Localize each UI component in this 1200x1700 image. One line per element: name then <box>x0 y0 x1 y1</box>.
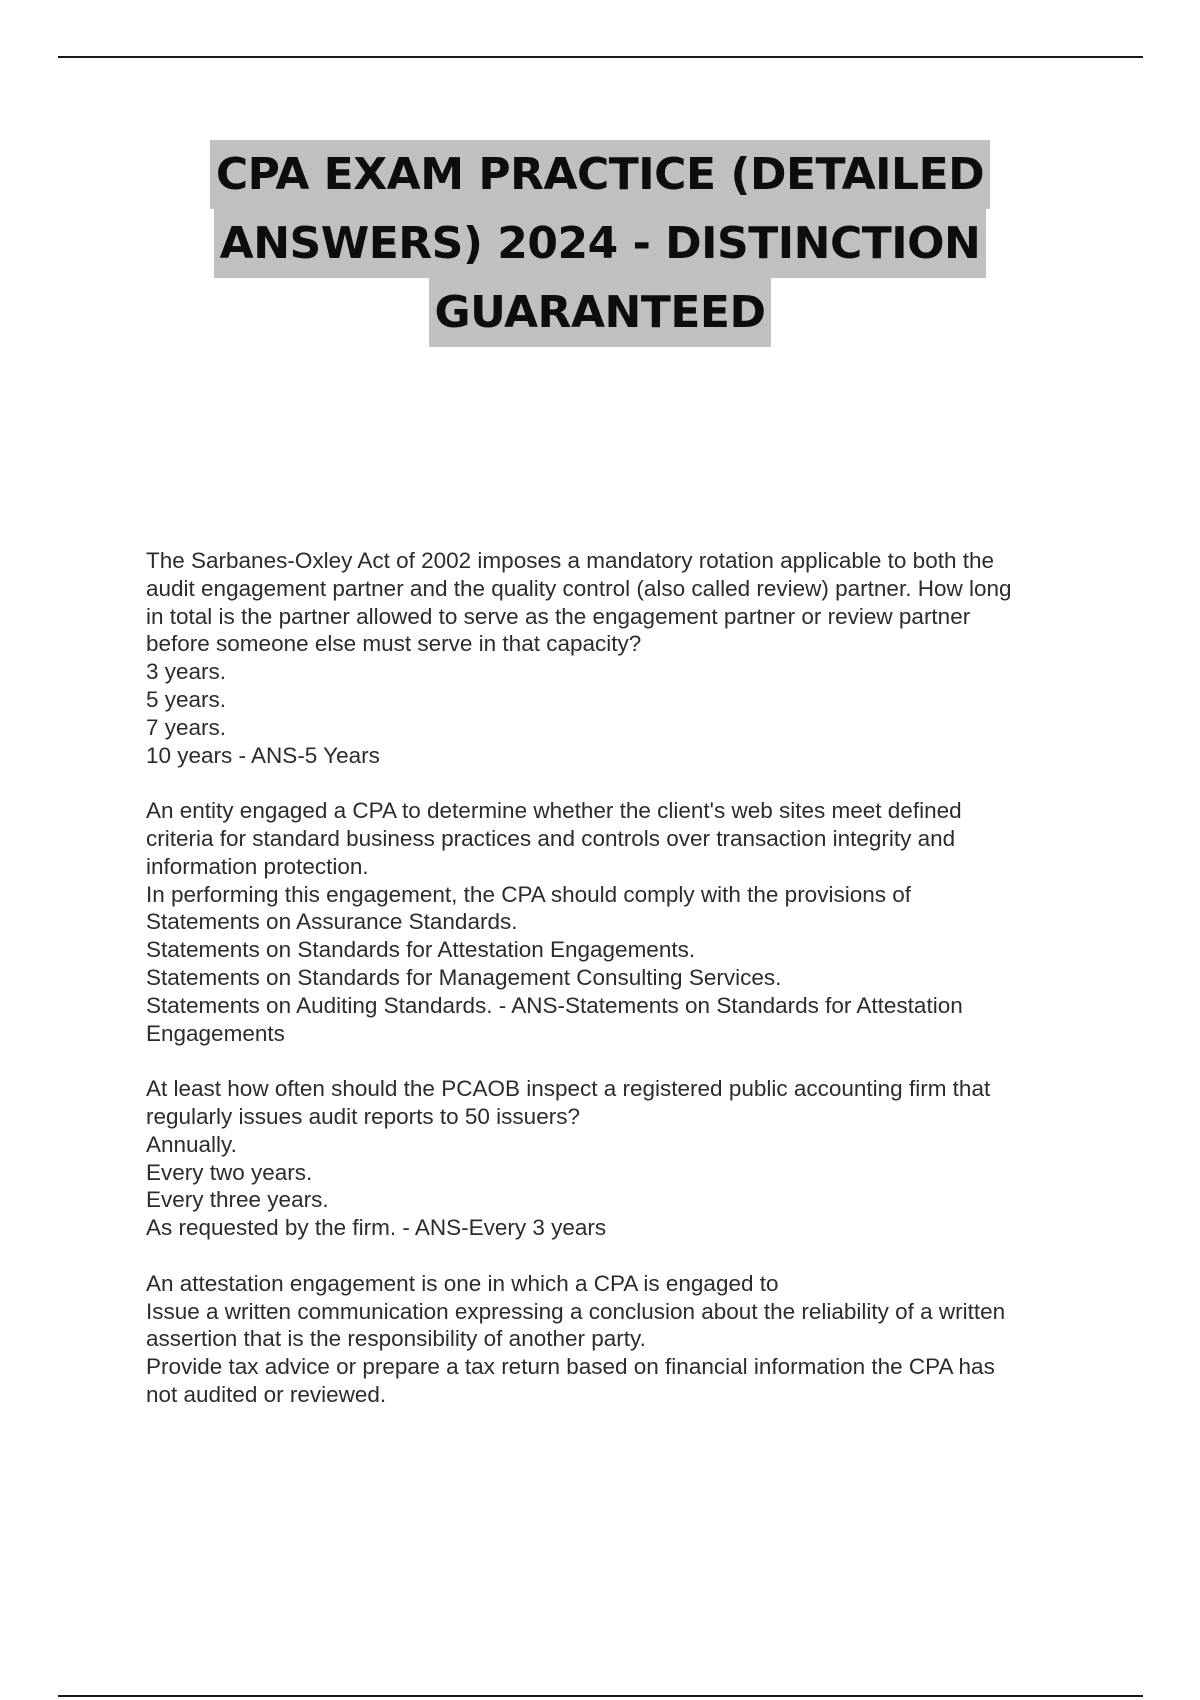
option-line: Issue a written communication expressing a conclusion about the reliability of a written <box>146 1298 1006 1324</box>
option-line: 5 years. <box>146 686 227 712</box>
text-line: information protection. <box>146 853 369 879</box>
bottom-rule <box>58 1695 1143 1697</box>
answer-line: Statements on Auditing Standards. - ANS-Statements on Standards for Attestation <box>146 992 963 1018</box>
answer-line: As requested by the firm. - ANS-Every 3 years <box>146 1215 607 1241</box>
text-line: in total is the partner allowed to serve as the engagement partner or review partner <box>146 603 971 629</box>
option-line: 7 years. <box>146 714 227 740</box>
question-block-4 <box>146 1270 1086 1409</box>
option-line: Statements on Standards for Attestation Engagements. <box>146 937 696 963</box>
option-line: Every two years. <box>146 1159 313 1185</box>
option-line: Annually. <box>146 1131 237 1157</box>
title-line-1: CPA EXAM PRACTICE (DETAILED <box>210 140 990 209</box>
text-line: An attestation engagement is one in which a CPA is engaged to <box>146 1270 779 1296</box>
answer-line: Engagements <box>146 1020 285 1046</box>
text-line: At least how often should the PCAOB inspect a registered public accounting firm that <box>146 1076 991 1102</box>
option-line: Statements on Assurance Standards. <box>146 909 518 935</box>
text-line: before someone else must serve in that capacity? <box>146 631 642 657</box>
text-line: regularly issues audit reports to 50 issuers? <box>146 1103 580 1129</box>
question-block-2 <box>146 797 1086 1047</box>
document-title <box>0 140 1200 347</box>
text-line: audit engagement partner and the quality control (also called review) partner. How long <box>146 575 1012 601</box>
text-line: The Sarbanes-Oxley Act of 2002 imposes a mandatory rotation applicable to both the <box>146 548 995 573</box>
top-rule <box>58 56 1143 58</box>
title-line-3: GUARANTEED <box>429 278 772 347</box>
text-line: An entity engaged a CPA to determine whether the client's web sites meet defined <box>146 798 962 824</box>
option-line: 3 years. <box>146 659 227 685</box>
question-block-1 <box>146 547 1086 769</box>
title-line-2: ANSWERS) 2024 - DISTINCTION <box>214 209 987 278</box>
question-list <box>146 547 1086 1437</box>
option-line: Statements on Standards for Management Consulting Services. <box>146 964 782 990</box>
text-line: criteria for standard business practices and controls over transaction integrity and <box>146 825 956 851</box>
option-line: assertion that is the responsibility of another party. <box>146 1326 646 1352</box>
option-line: not audited or reviewed. <box>146 1381 387 1407</box>
question-block-3 <box>146 1075 1086 1242</box>
option-line: Provide tax advice or prepare a tax return based on financial information the CPA has <box>146 1354 995 1380</box>
answer-line: 10 years - ANS-5 Years <box>146 742 380 768</box>
text-line: In performing this engagement, the CPA should comply with the provisions of <box>146 881 911 907</box>
option-line: Every three years. <box>146 1187 329 1213</box>
